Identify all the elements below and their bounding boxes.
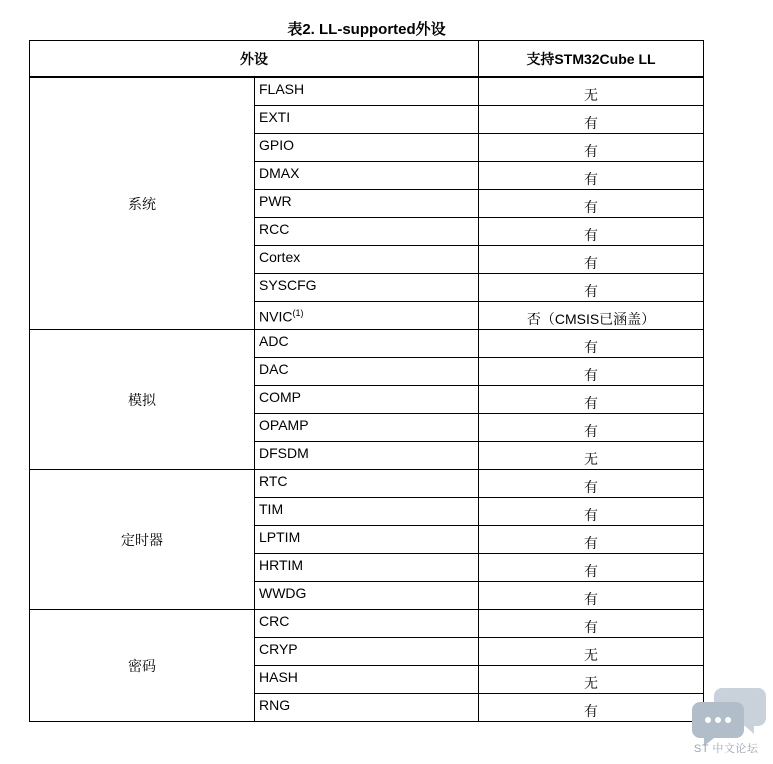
peripheral-name: HRTIM xyxy=(259,557,304,573)
table-row xyxy=(30,330,704,358)
peripheral-name: FLASH xyxy=(259,81,305,97)
peripheral-name-cell xyxy=(255,162,479,190)
peripheral-name-cell xyxy=(255,246,479,274)
watermark-label: ST 中文论坛 xyxy=(694,743,759,755)
peripheral-name: RNG xyxy=(259,697,291,713)
peripheral-name: WWDG xyxy=(259,585,307,601)
peripheral-name: ADC xyxy=(259,333,289,349)
peripheral-name: COMP xyxy=(259,389,301,405)
table-row xyxy=(30,77,704,106)
category-cell: 模拟 xyxy=(30,330,255,470)
support-cell: 有 xyxy=(479,190,704,218)
table-row xyxy=(30,610,704,638)
peripheral-name: OPAMP xyxy=(259,417,309,433)
category-cell: 系统 xyxy=(30,77,255,330)
footnote-marker: (1) xyxy=(292,308,304,318)
support-cell: 有 xyxy=(479,330,704,358)
peripheral-name: HASH xyxy=(259,669,298,685)
peripheral-name: RTC xyxy=(259,473,288,489)
peripheral-name: GPIO xyxy=(259,137,295,153)
peripheral-name: PWR xyxy=(259,193,292,209)
peripheral-name: DAC xyxy=(259,361,289,377)
peripheral-name: SYSCFG xyxy=(259,277,317,293)
peripheral-name-cell xyxy=(255,330,479,358)
peripheral-name-cell xyxy=(255,414,479,442)
peripheral-name-cell xyxy=(255,554,479,582)
peripheral-name: Cortex xyxy=(259,249,301,265)
support-cell: 有 xyxy=(479,470,704,498)
peripheral-name-cell xyxy=(255,442,479,470)
peripheral-name-cell xyxy=(255,134,479,162)
peripheral-name-cell xyxy=(255,190,479,218)
peripheral-name: DFSDM xyxy=(259,445,309,461)
support-cell: 无 xyxy=(479,638,704,666)
table-body xyxy=(30,77,704,722)
peripheral-name: CRYP xyxy=(259,641,298,657)
peripheral-name-cell xyxy=(255,694,479,722)
peripheral-name-cell xyxy=(255,470,479,498)
peripheral-name-cell xyxy=(255,610,479,638)
support-cell: 无 xyxy=(479,666,704,694)
support-cell: 有 xyxy=(479,162,704,190)
peripheral-name: RCC xyxy=(259,221,290,237)
peripheral-name-cell xyxy=(255,274,479,302)
peripheral-name-cell xyxy=(255,526,479,554)
support-cell: 有 xyxy=(479,274,704,302)
header-support: 支持STM32Cube LL xyxy=(479,41,704,78)
support-cell: 有 xyxy=(479,414,704,442)
support-cell: 有 xyxy=(479,246,704,274)
peripheral-name-cell xyxy=(255,666,479,694)
peripheral-table xyxy=(29,40,704,722)
table-row xyxy=(30,470,704,498)
support-cell: 有 xyxy=(479,218,704,246)
support-cell: 有 xyxy=(479,498,704,526)
support-cell: 有 xyxy=(479,694,704,722)
category-cell: 密码 xyxy=(30,610,255,722)
support-cell: 有 xyxy=(479,582,704,610)
peripheral-name-cell xyxy=(255,498,479,526)
peripheral-name-cell xyxy=(255,582,479,610)
peripheral-name-cell xyxy=(255,302,479,330)
header-peripheral: 外设 xyxy=(30,41,479,78)
table-header-row xyxy=(30,41,704,78)
support-cell: 有 xyxy=(479,610,704,638)
support-cell: 有 xyxy=(479,554,704,582)
support-cell: 否（CMSIS已涵盖） xyxy=(479,302,704,330)
peripheral-name: TIM xyxy=(259,501,284,517)
peripheral-name-cell xyxy=(255,358,479,386)
peripheral-name-cell xyxy=(255,218,479,246)
peripheral-name: EXTI xyxy=(259,109,291,125)
table-caption: 表2. LL-supported外设 xyxy=(287,21,446,38)
support-cell: 有 xyxy=(479,386,704,414)
peripheral-name: LPTIM xyxy=(259,529,301,545)
support-cell: 无 xyxy=(479,77,704,106)
support-cell: 有 xyxy=(479,358,704,386)
peripheral-name: NVIC xyxy=(259,308,293,325)
support-cell: 有 xyxy=(479,106,704,134)
peripheral-name-cell xyxy=(255,77,479,106)
peripheral-name-cell xyxy=(255,638,479,666)
support-cell: 有 xyxy=(479,134,704,162)
peripheral-name: CRC xyxy=(259,613,290,629)
peripheral-name-cell xyxy=(255,106,479,134)
peripheral-name-cell xyxy=(255,386,479,414)
support-cell: 无 xyxy=(479,442,704,470)
category-cell: 定时器 xyxy=(30,470,255,610)
peripheral-name: DMAX xyxy=(259,165,300,181)
support-cell: 有 xyxy=(479,526,704,554)
